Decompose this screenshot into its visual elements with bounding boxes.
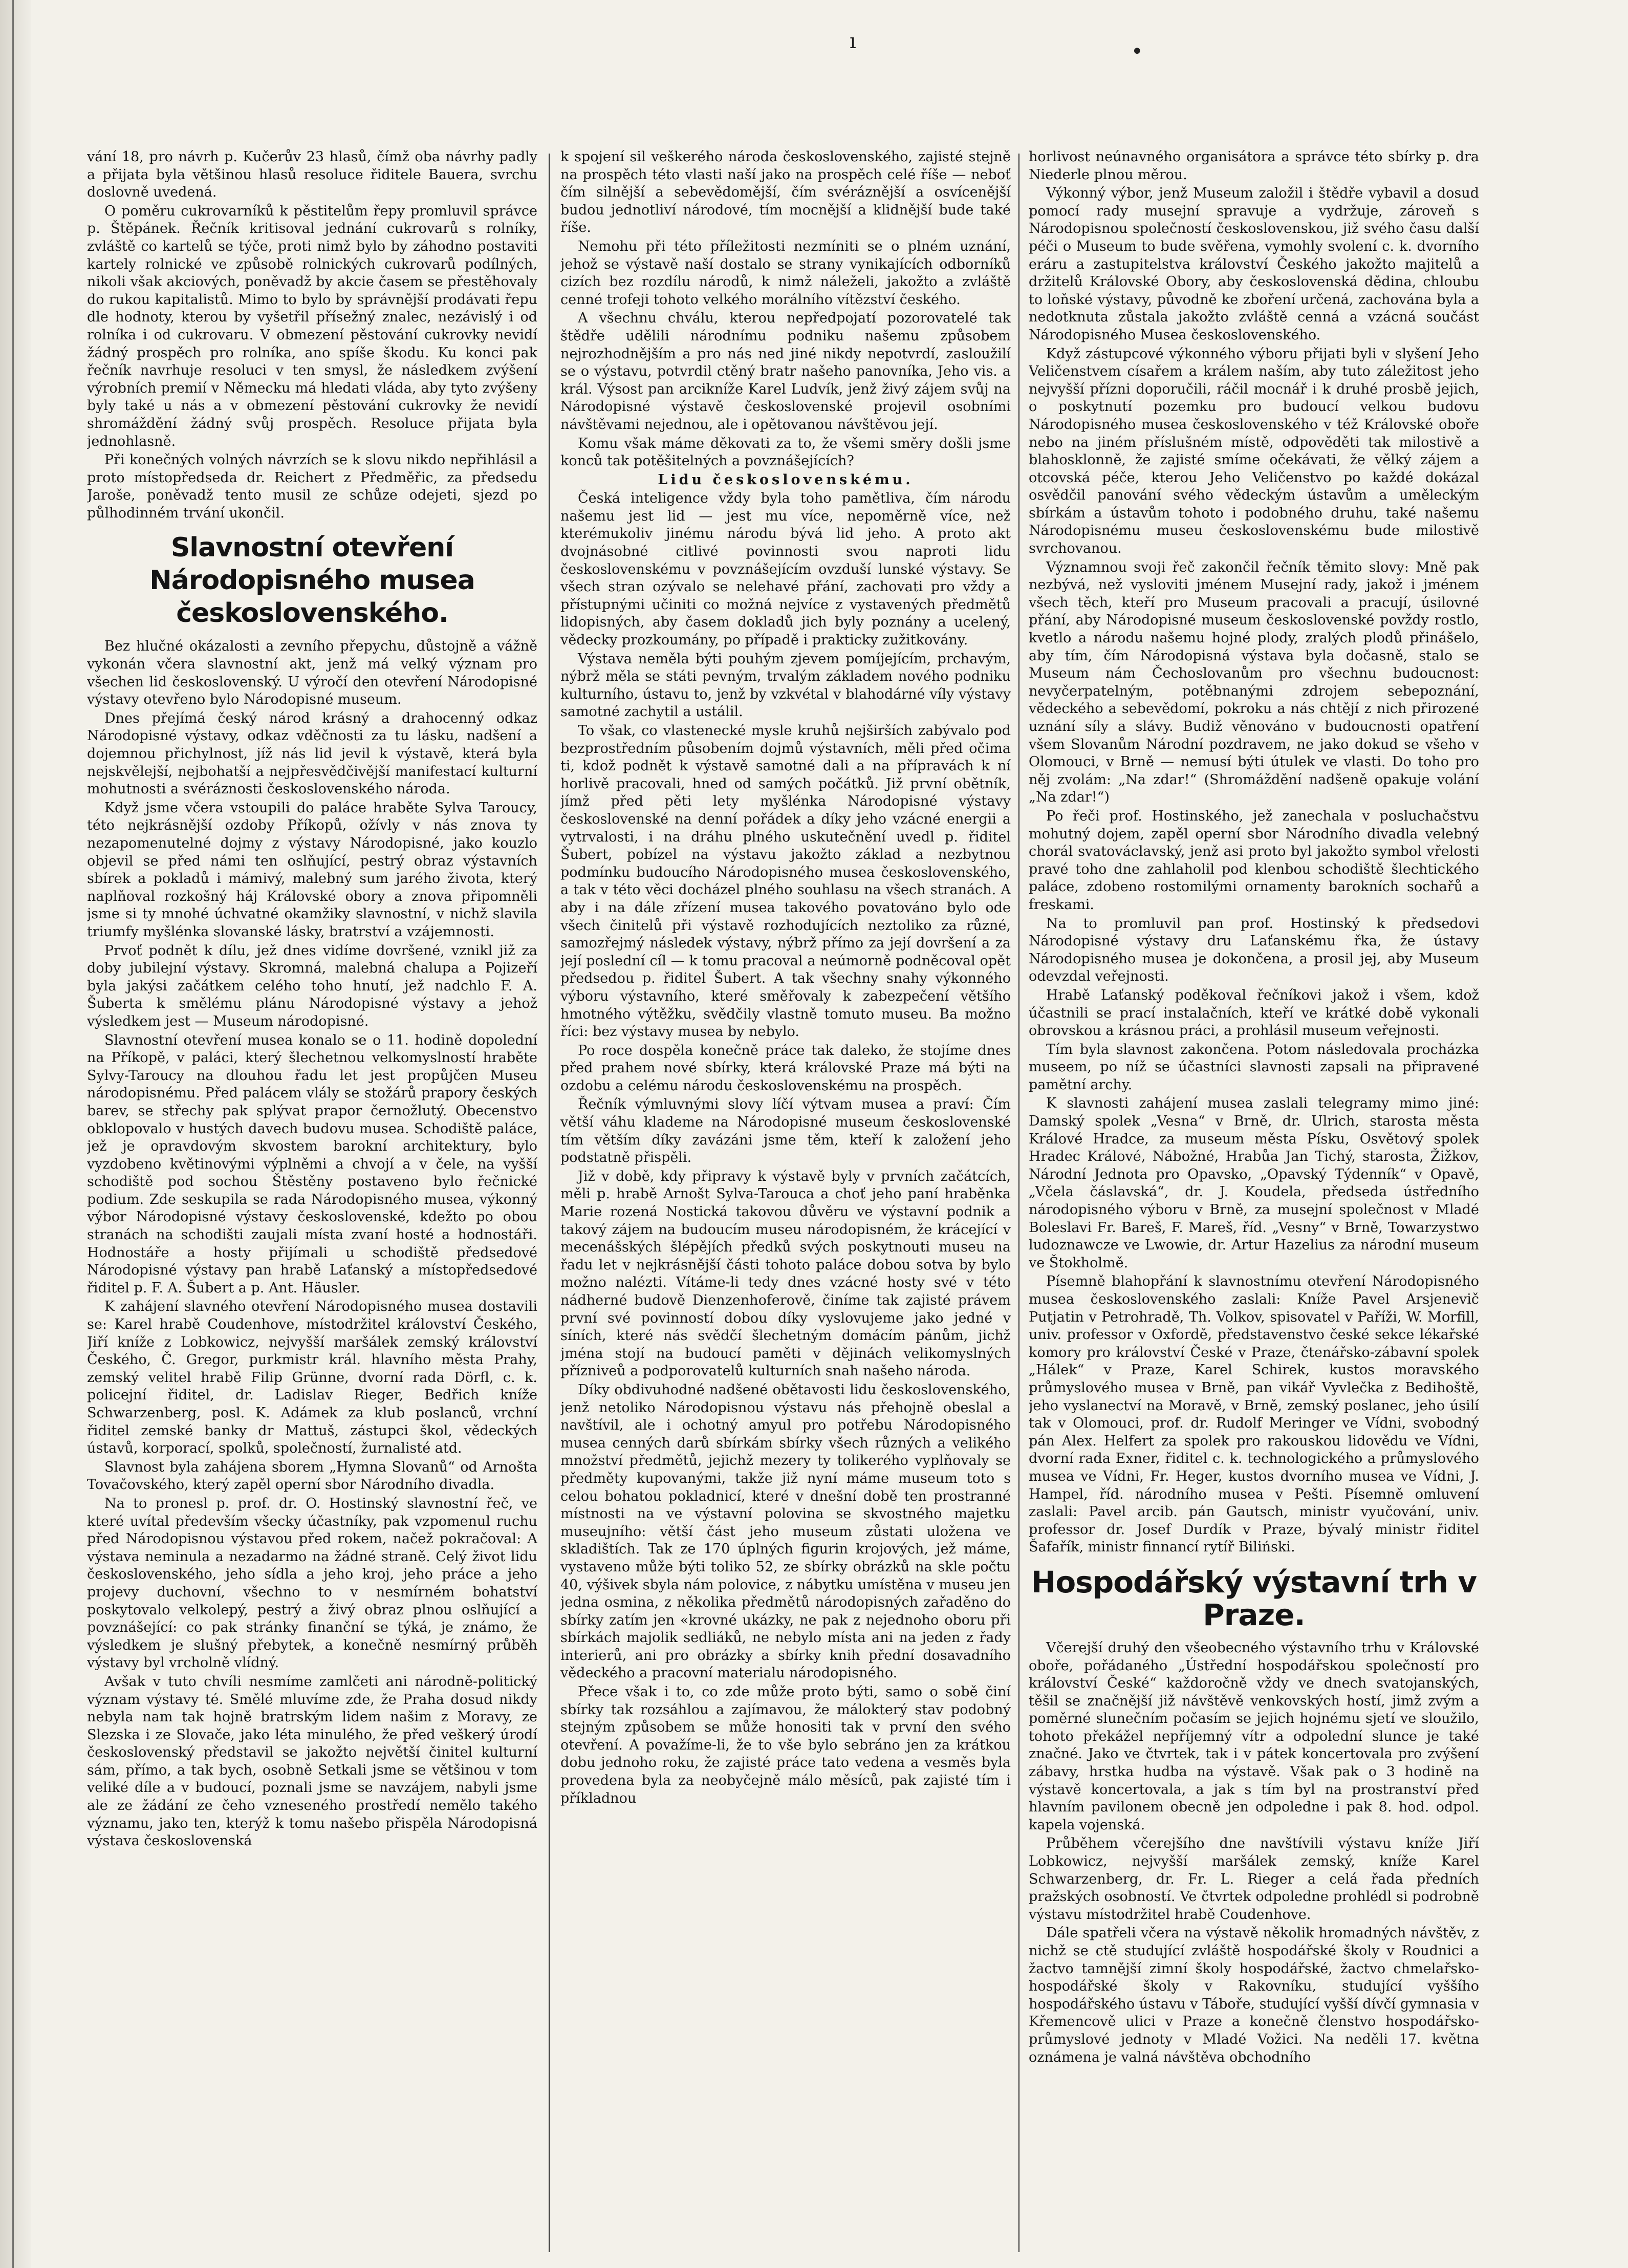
paragraph: Při konečných volných návrzích se k slovu nikdo nepřihlásil a proto místopředseda dr. Reichert z Předměřic, za předsedu Jaroše, poněvadž tento musil ze schůze odejeti, sjezd po půlhodinném trvání ukončil. — [87, 452, 537, 521]
top-dot: • — [1131, 40, 1143, 63]
paragraph: Prvoť podnět k dílu, jež dnes vidíme dovršené, vznikl již za doby jubilejní výstavy. Skromná, malebná chalupa a Pojizeří byla jakýsi začátkem celého toho hnutí, jež nadchlo F. A. Šuberta k smělému plánu Národopisné výstavy a jehož výsledkem jest — Museum národopisné. — [87, 942, 537, 1029]
paragraph: Včerejší druhý den všeobecného výstavního trhu v Královské oboře, pořádaného „Ústřední hospodářskou společností pro království České“ každoročně vždy ve dnech svatojanských, těšil se značnější již návštěvě venkovských hostí, jimž zvým a poměrné slunečním počasím se jejich hojnému sjetí ve sloužilo, tohoto překážel nepříjemný vítr a odpolední slunce je také značné. Jako ve čtvrtek, tak i v pátek koncertovala pro zvýšení zábavy, hrstka hudba na výstavě. Však pak o 3 hodině na výstavě koncertovala, a jak s tím byl na prostranství před hlavním pavilonem obecně jen odpoledne i pak 8. hod. odpol. kapela vojenská. — [1029, 1639, 1479, 1833]
paragraph: Slavnost byla zahájena sborem „Hymna Slovanů“ od Arnošta Tovačovského, který zapěl operní sbor Národního divadla. — [87, 1459, 537, 1493]
paragraph: Hrabě Laťanský poděkoval řečníkovi jakož i všem, kdož účastnili se prací instalačních, kteří ve krátké době vykonali obrovskou a krásnou práci, a prohlásil museum veřejnosti. — [1029, 987, 1479, 1039]
paragraph: K zahájení slavného otevření Národopisného musea dostavili se: Karel hrabě Coudenhove, místodržitel království Českého, Jiří kníže z Lobkowicz, nejvyšší maršálek zemský království Českého, Č. Gregor, purkmistr král. hlavního města Prahy, zemský velitel hrabě Filip Grünne, dvorní rada Dörfl, c. k. policejní řiditel, dr. Ladislav Rieger, Bedřich kníže Schwarzenberg, posl. K. Adámek za klub poslanců, vrchní řiditel zemské banky dr Mattuš, zástupci škol, vědeckých ústavů, korporací, spolků, společností, žurnalisté atd. — [87, 1299, 537, 1457]
page-edge-shadow — [0, 0, 31, 2268]
article-headline: Slavnostní otevření Národopisného musea československého. — [149, 532, 475, 629]
paragraph: Výkonný výbor, jenž Museum založil i štědře vybavil a dosud pomocí rady musejní spravuje a vydržuje, zároveň s Národopisnou společností československou, již svého času další péči o Museum to bude svěřena, vymohly svolení c. k. dvorního eráru a zastupitelstva království Českého jakožto majitelů a držitelů Královské Obory, aby československá dědina, chloubu to loňské výstavy, původně ke zboření určená, zachována byla a nedotknuta zůstala jakožto zvláště cenná a vzácná součást Národopisného Musea československého. — [1029, 185, 1479, 343]
paragraph: K slavnosti zahájení musea zaslali telegramy mimo jiné: Damský spolek „Vesna“ v Brně, dr. Ulrich, starosta města Králové Hradce, za museum města Písku, Osvětový spolek Hradec Králové, Nábožné, Hrabůa Jan Tichý, starosta, Žižkov, Národní Jednota pro Opavsko, „Opavský Týdenník“ v Opavě, „Včela čáslavská“, dr. J. Koudela, předseda ústředního národopisného výboru v Brně, za musejní společnost v Mladé Boleslavi Fr. Bareš, F. Mareš, říd. „Vesny“ v Brně, Towarzystwo ludoznawcze ve Lwowie, dr. Artur Hazelius za národní museum ve Štokholmě. — [1029, 1095, 1479, 1271]
paragraph: Nemohu při této příležitosti nezmíniti se o plném uznání, jehož se výstavě naší dostalo se strany vynikajících odborníků cizích bez rozdílu národů, k nimž náleželi, jakožto a zvláště cenné trofeji tohoto velkého morálního vítězství českého. — [560, 238, 1011, 308]
paragraph: Na to promluvil pan prof. Hostinský k předsedovi Národopisné výstavy dru Laťanskému řka, že ústavy Národopisného musea je dokončena, a prosil jej, aby Museum odevzdal veřejnosti. — [1029, 915, 1479, 985]
paragraph: Písemně blahopřání k slavnostnímu otevření Národopisného musea československého zaslali: Kníže Pavel Arsjenevič Putjatin v Petrohradě, Th. Volkov, spisovatel v Paříži, W. Morfill, univ. professor v Oxfordě, představenstvo české sekce lékařské komory pro království České v Praze, čtenářsko-zábavní spolek „Hálek“ v Praze, Karel Schirek, kustos moravského průmyslového musea v Brně, pan vikář Vyvlečka z Bedihoště, jeho vyslanectví na Moravě, v Brně, zemský poslanec, jeho úsilí tak v Olomouci, prof. dr. Rudolf Meringer ve Vídni, svobodný pán Alex. Helfert za spolek pro rakouskou lidovědu ve Vídni, dvorní rada Exner, řiditel c. k. technologického a průmyslového musea ve Vídni, Fr. Heger, kustos dvorního musea ve Vídni, J. Hampel, říd. národního musea v Pešti. Písemně omluvení zaslali: Pavel arcib. pán Gautsch, ministr vyučování, univ. professor dr. Josef Durdík v Praze, bývalý ministr řiditel Šafařík, ministr finnancí rytíř Biliński. — [1029, 1273, 1479, 1556]
section-subheading: Lidu československému. — [658, 471, 914, 488]
column-2 — [560, 148, 1011, 2257]
paragraph: Řečník výmluvnými slovy líčí výtvam musea a praví: Čím větší váhu klademe na Národopisné museum československé tím větším díky zavázáni jsme těm, kteří k založení jeho podstatně přispěli. — [560, 1096, 1011, 1166]
paragraph: Bez hlučné okázalosti a zevního přepychu, důstojně a vážně vykonán včera slavnostní akt, jenž má velký význam pro všechen lid československý. U výročí den otevření Národopisné výstavy otevřeno bylo Národopisné museum. — [87, 638, 537, 708]
paragraph: Díky obdivuhodné nadšené obětavosti lidu československého, jenž netoliko Národopisnou výstavu nás přehojně obeslal a navštívil, ale i ochotný amyul pro potřebu Národopisného musea cenných darů sbírkám sbírky všech různých a velikého množství předmětů, jejichž mezery ty tolikerého vyplňovaly se předměty kupovanými, takže již nyní máme museum toto s celou bohatou pokladnicí, které v dnešní době ten prostranné místnosti na ve výstavní polovina se skvostného majetku museujního: větší část jeho museum zůstati uložena ve skladištích. Tak ze 170 úplných figurin krojových, jež máme, vystaveno může býti toliko 52, ze sbírky obrázků na skle počtu 40, výšivek sbyla nám polovice, z nábytku umístěna v museu jen jedna osmina, z několika předmětů národopisných zařaděno do sbírky zatím jen «krovné ukázky, ne pak z nejednoho oboru při sbírkách majolik sedliáků, ne nebylo místa ani na jeden z řady interierů, ani pro obrázky a sbírky knih přední dosavadního vědeckého a pracovní materialu národopisného. — [560, 1381, 1011, 1681]
binding-line — [12, 0, 14, 2268]
paragraph: vání 18, pro návrh p. Kučerův 23 hlasů, čímž oba návrhy padly a přijata byla většinou hlasů resoluce řiditele Bauera, svrchu doslovně uvedená. — [87, 149, 537, 201]
paragraph: Dnes přejímá český národ krásný a drahocenný odkaz Národopisné výstavy, odkaz vděčnosti za tu lásku, nadšení a dojemnou přichylnost, jíž nás lid jevil k výstavě, která byla nejskvělejší, nejbohatší a nejpřesvědčivější manifestací kulturní mohutnosti a svéráznosti československého národa. — [87, 710, 537, 797]
column-1 — [87, 148, 537, 2257]
paragraph: horlivost neúnavného organisátora a správce této sbírky p. dra Niederle plnou měrou. — [1029, 149, 1479, 183]
paragraph: A všechnu chválu, kterou nepředpojatí pozorovatelé tak štědře udělili národnímu podniku našemu způsobem nejrozhodnějším a pro nás ned jiné nikdy nepotvrdí, zasloužilí se o výstavu, potvrdil ctěný bratr našeho panovníka, Jeho vis. a král. Výsost pan arcikníže Karel Ludvík, jenž živý zájem svůj na Národopisné výstavě československé projevil osobními návštěvami nejednou, ale i opětovanou návštěvou její. — [560, 310, 1011, 433]
paragraph: Na to pronesl p. prof. dr. O. Hostinský slavnostní řeč, ve které uvítal především všecky účastníky, pak vzpomenul ruchu před Národopisnou výstavou před rokem, načež pokračoval: A výstava neminula a nezadarmo na žádné straně. Celý život lidu československého, jeho sídla a jeho kroj, jeho práce a jeho projevy duchovní, všechno to v nesmírném bohatství poskytovalo velkolepý, pestrý a živý obraz plnou oslňující a povznášející: co pak stránky finanční se týká, je známo, že výsledkem je slušný přebytek, a konečně nesmírný průběh výstavy byl vrcholně vlídný. — [87, 1495, 537, 1671]
paragraph: Avšak v tuto chvíli nesmíme zamlčeti ani národně-politický význam výstavy té. Smělé mluvíme zde, že Praha dosud nikdy nebyla nam tak hojně bratrským lidem našim z Moravy, ze Slezska i ze Slovače, jako léta minulého, že před veškerý úrodí československý představil se jakožto největší činitel kulturní sám, přímo, a tak bych, osobně Setkali jsme se většinou v tom veliké díle a v budoucí, poznali jsme se navzájem, nabyli jsme ale ze žádání ze čeho vzneseného prostředí nemělo takého významu, jako ten, kterýž k tomu našebo přispěla Národopisná výstava československá — [87, 1673, 537, 1849]
paragraph: To však, co vlastenecké mysle kruhů nejširších zabývalo pod bezprostředním působením dojmů výstavních, měli před očima ti, kdož podnět k výstavě samotné dali a na přípravách k ní horlivě pracovali, hned od samých počátků. Již první obětník, jímž před pěti lety myšlénka Národopisné výstavy československé na denní pořádek a díky jeho vzácné energii a vytrvalosti, i na dráhu plného uskutečnění uvedl p. řiditel Šubert, pobízel na výstavu jakožto základ a nezbytnou podmínku budoucího Národopisného musea československého, a tak v této věci docházel plného souhlasu na všech stranách. A aby i na dále zřízení musea takového povatováno bylo ode všech činitelů při výstavě rozhodujících neztoliko za různé, samozřejmý následek výstavy, nýbrž přímo za její dovršení a za její poslední cíl — k tomu pracoval a neúmorně podněcoval opět předsedou p. řiditel Šubert. A tak všechny snahy výkonného výboru výstavního, které směřovaly k zabezpečení většího hmotného výtěžku, svědčily vlastně tomuto museu. Ba možno říci: bez výstavy musea by nebylo. — [560, 723, 1011, 1040]
column-rule-1 — [549, 154, 550, 2252]
paragraph: Již v době, kdy připravy k výstavě byly v prvních začátcích, měli p. hrabě Arnošt Sylva-Tarouca a choť jeho paní hraběnka Marie rozená Nostická takovou důvěru ve výstavní podnik a takový zájem na budoucím museu národopisném, že krácející v mecenášských šlépějích předků svých poskytnouti museu na řadu let v nejkrásnější části tohoto paláce dobou sotva by bylo možno nalézti. Vítáme-li tedy dnes vzácné hosty své v této nádherné budově Dienzenhoferově, činíme tak zajisté právem první své povinností dobou díky vyslovujeme jako jedné v síních, které nás svědčí šlechetným domácím pánům, jichž jména stojí na budoucí paměti v dějinách velikomyslných přízniveů a podporovatelů kulturních snah našeho národa. — [560, 1168, 1011, 1379]
paragraph: Slavnostní otevření musea konalo se o 11. hodině dopolední na Příkopě, v paláci, který šlechetnou velkomyslností hraběte Sylvy-Taroucy na dlouhou řadu let jest propůjčen Museu národopisnému. Před palácem vlály se stožárů prapory českých barev, se střechy pak splývat prapor černožlutý. Obecenstvo obklopovalo v hustých davech budovu musea. Schodiště paláce, jež je opravdovým skvostem barokní architektury, bylo vyzdobeno květinovými výplněmi a chvojí a v čele, na vyšší schodiště pod sochou Štěstěny postaveno bylo řečnické podium. Zde seskupila se rada Národopisného musea, výkonný výbor Národopisné výstavy československé, kdežto po obou stranách na schodišti zaujali místa zvaní hosté a hodnostáři. Hodnostáře a hosty přijímali u schodiště předsedové Národopisné výstavy pan hrabě Laťanský a místopředsedové řiditel p. F. A. Šubert a p. Ant. Häusler. — [87, 1032, 537, 1296]
article-headline: Hospodářský výstavní trh v Praze. — [1031, 1564, 1477, 1632]
paragraph: Průběhem včerejšího dne navštívili výstavu kníže Jiří Lobkowicz, nejvyšší maršálek zemský, kníže Karel Schwarzenberg, dr. Fr. L. Rieger a celá řada předních pražských osobností. Ve čtvrtek odpoledne prohlédl si podrobně výstavu místodržitel hrabě Coudenhove. — [1029, 1835, 1479, 1923]
column-rule-2 — [1018, 154, 1019, 2252]
paragraph: k spojení sil veškerého národa československého, zajisté stejně na prospěch této vlasti naší jako na prospěch celé říše — neboť čím silnější a sebevědomější, čím svéráznější a osvícenější budou jednotliví národové, tím mocnější a klidnější bude také říše. — [560, 149, 1011, 236]
paragraph: Výstava neměla býti pouhým zjevem pomíjejícím, prchavým, nýbrž měla se státi pevným, trvalým základem nového podniku kulturního, ústavu to, jenž by vzkvétal v blahodárné víly výstavy samotné zachytil a ustálil. — [560, 651, 1011, 720]
paragraph: Přece však i to, co zde může proto býti, samo o sobě činí sbírky tak rozsáhlou a zajímavou, že málokterý stav podobný stejným způsobem se může honositi tak v první den svého otevření. A považíme-li, že to vše bylo sebráno jen za krátkou dobu jednoho roku, že zajisté práce tato vedena a vesměs byla provedena byla za neobyčejně málo měsíců, pak zajisté tím i příkladnou — [560, 1684, 1011, 1806]
paragraph: Po roce dospěla konečně práce tak daleko, že stojíme dnes před prahem nové sbírky, která královské Praze má býti na ozdobu a celému národu československému na prospěch. — [560, 1042, 1011, 1094]
paragraph: Po řeči prof. Hostinského, jež zanechala v posluchačstvu mohutný dojem, zapěl operní sbor Národního divadla velebný chorál svatováclavský, jenž asi proto byl jakožto symbol vřelosti pravé toho dne zahlaholil pod klenbou schodiště šlechtického paláce, zdobeno rostomilými ornamenty barokních sochařů a freskami. — [1029, 808, 1479, 913]
top-glyph: ı — [850, 30, 856, 53]
paragraph: Česká inteligence vždy byla toho pamětliva, čím národu našemu jest lid — jest mu více, nepoměrně více, než kterémukoliv jinému národu bývá lid jeho. A proto akt dvojnásobné citlivé povinnosti svou naproti lidu československému v povznášejícím ovzduší lunské výstavy. Se všech stran ozývalo se nelehavé přání, zachovati pro vždy a přístupnými učiniti co možná nejvíce z vystavených předmětů lidopisných, aby časem dokladů jich byly poznány a ucelený, vědecky prozkoumány, po případě i prakticky zužitkovány. — [560, 490, 1011, 649]
paragraph: Když jsme včera vstoupili do paláce hraběte Sylva Taroucy, této nejkrásnější ozdoby Příkopů, ožívly v nás znova ty nezapomenutelné dojmy z výstavy Národopisné, jako kouzlo objevil se před námi ten oslňující, pestrý obraz výstavních sbírek a pokladů i mámivý, malebný sum jarého života, který naplňoval rozkošný háj Královské obory a znova připomněli jsme si ty mnohé úchvatné okamžiky slavnostní, v nichž slavila triumfy myšlénka slovanské lásky, bratrství a vzájemnosti. — [87, 800, 537, 940]
paragraph: Komu však máme děkovati za to, že všemi směry došli jsme konců tak potěšitelných a povznášejících? — [560, 435, 1011, 469]
paragraph: O poměru cukrovarníků k pěstitelům řepy promluvil správce p. Štěpánek. Řečník kritisoval jednání cukrovarů s rolníky, zvláště co kartelů se týče, proti nimž bylo by záhodno postaviti kartely rolnické ve způsobě rolnických cukrovarů podílných, nikoli však akciových, poněvadž by akcie časem se přestěhovaly do rukou kapitalistů. Mimo to bylo by správnější prodávati řepu dle hodnoty, kterou by vyšetřil přísežný znalec, nezávislý i od rolníka i od cukrovaru. V obmezení pěstování cukrovky nevidí žádný prospěch pro rolníka, ano spíše škodu. Ku konci pak řečník navrhuje resoluci v ten smysl, že následkem zvýšení výrobních premií v Německu má hledati vláda, aby tyto zvýšeny byly také u nás a v obmezení pěstování cukrovky že nevidí shromáždění žádný svůj prospěch. Resoluce přijata byla jednohlasně. — [87, 203, 537, 449]
paragraph: Dále spatřeli včera na výstavě několik hromadných návštěv, z nichž se ctě studující zvláště hospodářské školy v Roudnici a žactvo tamnější zimní školy hospodářské, žactvo chmelařsko-hospodářské školy v Rakovníku, studující vyššího hospodářského ústavu v Táboře, studující vyšší dívčí gymnasia v Křemencově ulici v Praze a konečně členstvo hospodářsko-průmyslové jednoty v Mladé Vožici. Na neděli 17. května oznámena je valná návštěva obchodního — [1029, 1925, 1479, 2065]
paragraph: Když zástupcové výkonného výboru přijati byli v slyšení Jeho Veličenstvem císařem a králem naším, aby tuto záležitost jeho nejvyšší přízni doporučili, ráčil mocnář i k druhé prosbě jejich, o poskytnutí pozemku pro budoucí velkou budovu Národopisného musea československého v též Královské oboře nebo na jiném příslušném místě, odpověděti tak milostivě a blahosklonně, že zajisté smíme očekávati, že vělký zájem a otcovská péče, kterou Jeho Veličenstvo po každé dokázal osvědčil panování svého vědeckým ústavům a uměleckým sbírkám a ústavům tohoto i podobného druhu, také našemu Národopisnému museu československému bude milostivě svrchovanou. — [1029, 345, 1479, 557]
paragraph: Významnou svoji řeč zakončil řečník těmito slovy: Mně pak nezbývá, než vysloviti jménem Musejní rady, jakož i jménem všech těch, kteří pro Museum pracovali a pracují, úsilovné přání, aby Národopisné museum československé povždy rostlo, kvetlo a národu našemu hojné plody, zralých plodů přinášelo, aby tím, čím Národopisná výstava byla dočasně, stalo se Museum nám Čechoslovanům pro všechnu budoucnost: nevyčerpatelným, potěbnanými zdrojem sebepoznání, vědeckého a sebevědomí, pokroku a nás chtějí z nich přirozené uznání síly a slávy. Budiž věnováno v budoucnosti opatření všem Slovanům Národní pozdravem, ne jako dokud se všeho v Olomouci, v Brně — nemusí býti útulek ve vlasti. Do toho pro něj zvolám: „Na zdar!“ (Shromáždění nadšeně opakuje volání „Na zdar!“) — [1029, 559, 1479, 806]
paragraph: Tím byla slavnost zakončena. Potom následovala procházka museem, po níž se účastníci slavnosti zapsali na připravené pamětní archy. — [1029, 1041, 1479, 1093]
column-3 — [1029, 148, 1479, 2257]
